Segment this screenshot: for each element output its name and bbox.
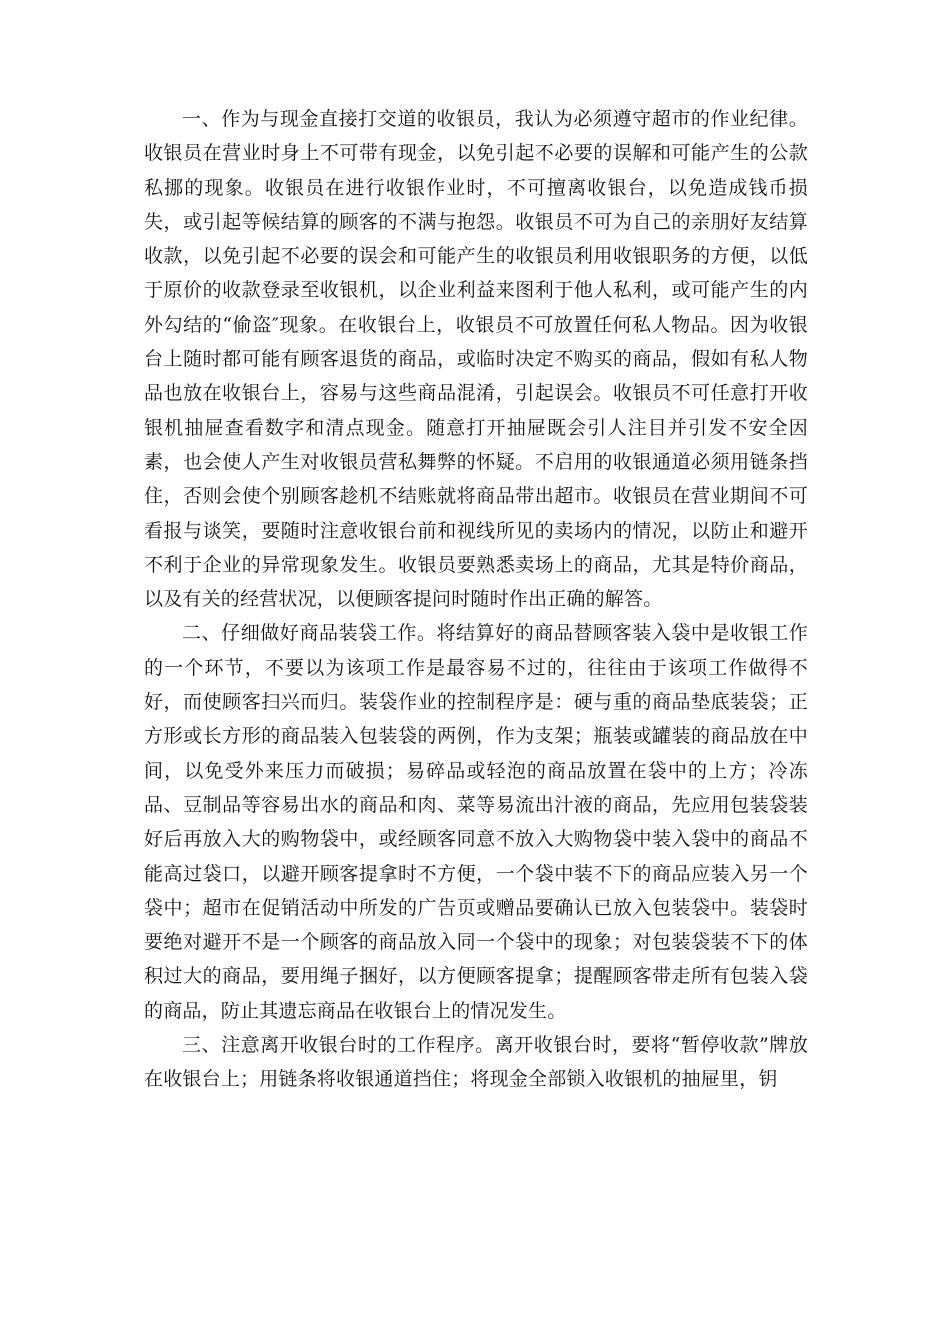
paragraph-cashier-discipline: 一、作为与现金直接打交道的收银员，我认为必须遵守超市的作业纪律。收银员在营业时身上不可带有现金，以免引起不必要的误解和可能产生的公款私挪的现象。收银员在进行收银作业时，不可擅离收银台，以免造成钱币损失，或引起等候结算的顾客的不满与抱怨。收银员不可为自己的亲朋好友结算收款，以免引起不必要的误会和可能产生的收银员利用收银职务的方便，以低于原价的收款登录至收银机，以企业利益来图利于他人私利，或可能产生的内外勾结的“偷盗″现象。在收银台上，收银员不可放置任何私人物品。因为收银台上随时都可能有顾客退货的商品，或临时决定不购买的商品，假如有私人物品也放在收银台上，容易与这些商品混淆，引起误会。收银员不可任意打开收银机抽屉查看数字和清点现金。随意打开抽屉既会引人注目并引发不安全因素，也会使人产生对收银员营私舞弊的怀疑。不启用的收银通道必须用链条挡住，否则会使个别顾客趁机不结账就将商品带出超市。收银员在营业期间不可看报与谈笑，要随时注意收银台前和视线所见的卖场内的情况，以防止和避开不利于企业的异常现象发生。收银员要熟悉卖场上的商品，尤其是特价商品，以及有关的经营状况，以便顾客提问时随时作出正确的解答。 <box>144 108 808 611</box>
paragraph-leaving-counter: 三、注意离开收银台时的工作程序。离开收银台时，要将“暂停收款”牌放在收银台上；用链条将收银通道挡住；将现金全部锁入收银机的抽屉里，钥 <box>144 1034 808 1091</box>
paragraph-bagging-work: 二、仔细做好商品装袋工作。将结算好的商品替顾客装入袋中是收银工作的一个环节，不要以为该项工作是最容易不过的，往往由于该项工作做得不好，而使顾客扫兴而归。装袋作业的控制程序是：硬与重的商品垫底装袋；正方形或长方形的商品装入包装袋的两例，作为支架；瓶装或罐装的商品放在中间，以免受外来压力而破损；易碎品或轻泡的商品放置在袋中的上方；冷冻品、豆制品等容易出水的商品和肉、菜等易流出汁液的商品，先应用包装袋装好后再放入大的购物袋中，或经顾客同意不放入大购物袋中装入袋中的商品不能高过袋口，以避开顾客提拿时不方便，一个袋中装不下的商品应装入另一个袋中；超市在促销活动中所发的广告页或赠品要确认已放入包装袋中。装袋时要绝对避开不是一个顾客的商品放入同一个袋中的现象；对包装袋装不下的体积过大的商品，要用绳子捆好，以方便顾客提拿；提醒顾客带走所有包装入袋的商品，防止其遗忘商品在收银台上的情况发生。 <box>144 622 808 1022</box>
document-body <box>144 102 808 1097</box>
